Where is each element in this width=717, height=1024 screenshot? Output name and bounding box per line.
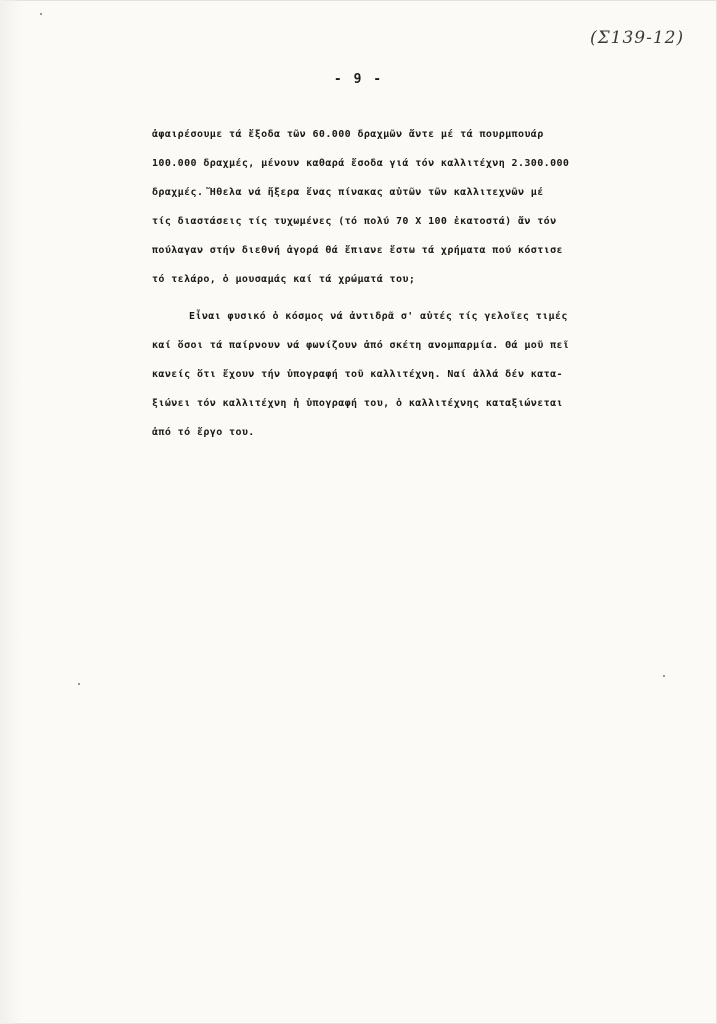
text-line: τό τελάρο, ὁ μουσαμάς καί τά χρώματά του; (152, 274, 416, 285)
page-number: - 9 - (333, 72, 384, 87)
text-line: ξιώνει τόν καλλιτέχνη ἡ ὑπογραφή του, ὁ καλλιτέχνης καταξιώνεται (152, 398, 563, 409)
text-line: ἀπό τό ἔργο του. (152, 427, 255, 438)
text-line: ἀφαιρέσουμε τά ἔξοδα τῶν 60.000 δραχμῶν ἄντε μέ τά πουρμπουάρ (152, 129, 544, 140)
text-line: πούλαγαν στήν διεθνή ἀγορά θά ἔπιανε ἔστω τά χρήματα πού κόστισε (152, 245, 563, 256)
text-line: καί ὅσοι τά παίρνουν νά φωνίζουν ἀπό σκέτη ανομπαρμία. Θά μοῦ πεῖ (152, 340, 570, 351)
handwritten-reference-note: (Σ139-12) (590, 28, 685, 48)
paragraph-gap (152, 300, 672, 308)
paper-speck (78, 683, 80, 685)
paper-speck (663, 675, 665, 677)
body-text (152, 126, 672, 453)
text-line: 100.000 δραχμές, μένουν καθαρά ἔσοδα γιά τόν καλλιτέχνη 2.300.000 (152, 158, 570, 169)
text-line: κανείς ὅτι ἔχουν τήν ὑπογραφή τοῦ καλλιτέχνη. Ναί ἀλλά δέν κατα- (152, 369, 563, 380)
text-line: τίς διαστάσεις τίς τυχωμένες (τό πολύ 70 Χ 100 ἑκατοστά) ἄν τόν (152, 216, 557, 227)
text-line: δραχμές. Ἤθελα νά ἤξερα ἕνας πίνακας αὐτῶν τῶν καλλιτεχνῶν μέ (152, 187, 544, 198)
paper-speck (40, 13, 42, 15)
text-line: Εἶναι φυσικό ὁ κόσμος νά ἀντιδρᾶ σ' αὐτές τίς γελοῖες τιμές (189, 311, 568, 322)
page-edge-shading (0, 0, 22, 1024)
